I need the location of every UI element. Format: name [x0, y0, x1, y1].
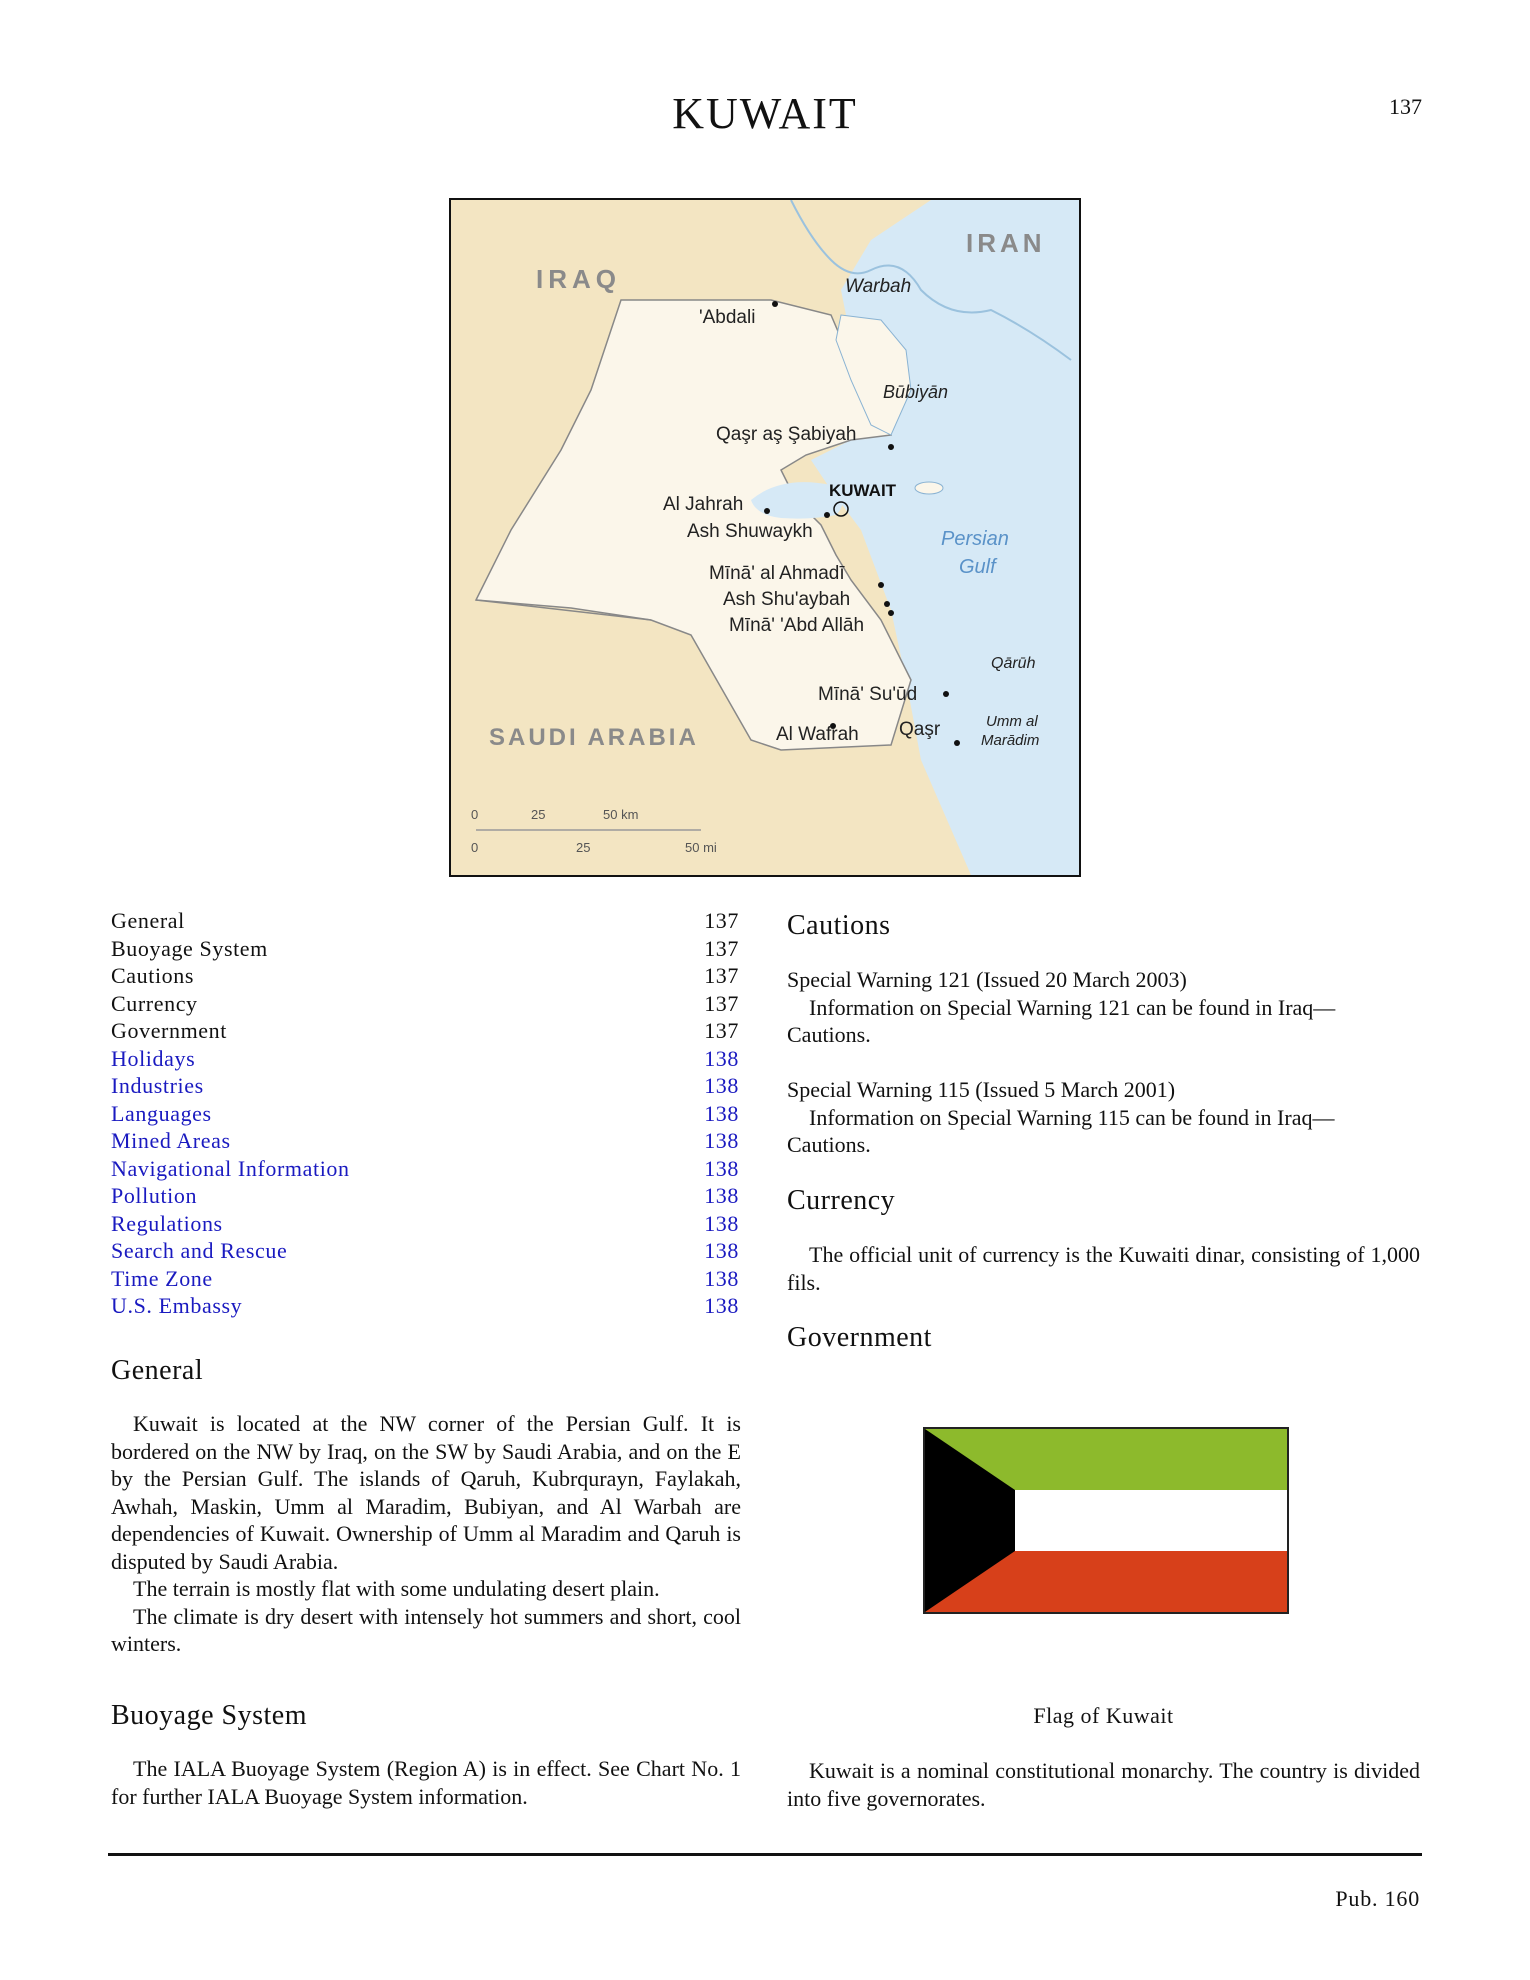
map-label-mina-suud: Mīnā' Su'ūd	[818, 684, 918, 705]
toc-item-buoyage-system: Buoyage System 137	[111, 935, 739, 961]
publication-number: Pub. 160	[1335, 1886, 1420, 1911]
marker-abdali	[772, 301, 778, 307]
cautions-warning-121	[787, 966, 1420, 1049]
map-label-warbah: Warbah	[845, 276, 912, 297]
toc-item-government: Government 137	[111, 1018, 739, 1043]
map-label-persian-gulf-2: Gulf	[959, 556, 996, 578]
marker-al-jahrah	[764, 508, 770, 514]
scale-mi-25: 25	[576, 840, 591, 855]
map-country-saudi-arabia: SAUDI ARABIA	[489, 724, 699, 751]
general-paragraph-terrain: The terrain is mostly flat with some undulating desert plain.	[133, 1576, 660, 1601]
government-body	[787, 1757, 1420, 1812]
toc-link-search-and-rescue[interactable]: Search and Rescue 138	[111, 1238, 739, 1263]
section-heading-cautions: Cautions	[787, 910, 891, 941]
toc-link-pollution[interactable]: Pollution 138	[111, 1183, 739, 1208]
map-label-qaruh: Qārūh	[991, 655, 1036, 672]
currency-paragraph: The official unit of currency is the Kuwaiti dinar, consisting of 1,000 fils.	[787, 1242, 1420, 1295]
warning-115-text-end: Cautions.	[787, 1132, 871, 1157]
failaka-island	[915, 482, 943, 494]
map-label-ash-shuaybah: Ash Shu'aybah	[723, 589, 851, 610]
map-label-umm-al-maradim-2: Marādim	[981, 732, 1040, 749]
marker-ash-shuwaykh	[824, 512, 830, 518]
map-label-ash-shuwaykh: Ash Shuwaykh	[687, 521, 813, 542]
general-paragraph-location: Kuwait is located at the NW corner of the Persian Gulf. It is bordered on the NW by Iraq, on the SW by Saudi Arabia, and on the E by the Persian Gulf. The islands of Qaruh, Kubrqurayn, Faylakah, Awhah, Maskin, Umm al Maradim, Bubiyan, and Al Warbah are dependencies of Kuwait. Ownership of Umm al Maradim and Qaruh is disputed by Saudi Arabia.	[111, 1411, 741, 1574]
map-graphic	[451, 200, 1079, 875]
toc-link-mined-areas[interactable]: Mined Areas 138	[111, 1128, 739, 1153]
toc-item-general: General 137	[111, 908, 739, 933]
flag-graphic	[925, 1429, 1287, 1612]
buoyage-body	[111, 1755, 741, 1810]
scale-km-25: 25	[531, 807, 546, 822]
warning-121-title: Special Warning 121 (Issued 20 March 2003)	[787, 967, 1187, 992]
toc-link-time-zone[interactable]: Time Zone 138	[111, 1265, 739, 1291]
map-label-persian-gulf-1: Persian	[941, 528, 1009, 550]
toc-link-regulations[interactable]: Regulations 138	[111, 1210, 739, 1236]
map-label-qasr: Qaşr	[899, 719, 941, 740]
scale-mi-0: 0	[471, 840, 479, 855]
government-paragraph: Kuwait is a nominal constitutional monarchy. The country is divided into five governorates.	[787, 1758, 1420, 1811]
page-number: 137	[1389, 94, 1422, 119]
table-of-contents	[111, 907, 739, 1320]
section-heading-buoyage-system: Buoyage System	[111, 1700, 307, 1731]
map-label-bubiyan: Būbiyān	[883, 382, 949, 402]
marker-qasr-sabiyah	[888, 444, 894, 450]
map-label-qasr-sabiyah: Qaşr aş Şabiyah	[716, 424, 857, 445]
general-body	[111, 1410, 741, 1658]
map-label-mina-abd-allah: Mīnā' 'Abd Allāh	[729, 615, 865, 636]
toc-item-currency: Currency 137	[111, 990, 739, 1016]
section-heading-government: Government	[787, 1322, 932, 1353]
marker-mina-abd-allah	[888, 610, 894, 616]
currency-body	[787, 1241, 1420, 1296]
section-heading-currency: Currency	[787, 1185, 896, 1216]
toc-link-holidays[interactable]: Holidays 138	[111, 1045, 739, 1071]
marker-mina-ahmadi	[878, 582, 884, 588]
toc-item-cautions: Cautions 137	[111, 963, 739, 988]
warning-121-text: Information on Special Warning 121 can be found in Iraq—	[809, 994, 1336, 1020]
toc-link-navigational-information[interactable]: Navigational Information 138	[111, 1155, 739, 1181]
warning-115-text: Information on Special Warning 115 can be found in Iraq—	[809, 1104, 1335, 1130]
map-country-iraq: IRAQ	[536, 264, 621, 294]
general-paragraph-climate: The climate is dry desert with intensely hot summers and short, cool winters.	[111, 1603, 741, 1656]
section-heading-general: General	[111, 1355, 204, 1386]
scale-km-50: 50 km	[603, 807, 639, 822]
map-country-iran: IRAN	[966, 228, 1046, 258]
warning-115-title: Special Warning 115 (Issued 5 March 2001)	[787, 1077, 1176, 1102]
toc-link-languages[interactable]: Languages 138	[111, 1100, 739, 1126]
buoyage-paragraph: The IALA Buoyage System (Region A) is in effect. See Chart No. 1 for further IALA Buoyage System information.	[111, 1756, 741, 1809]
cautions-warning-115	[787, 1076, 1420, 1159]
toc-link-industries[interactable]: Industries 138	[111, 1073, 739, 1098]
map-label-al-wafrah: Al Wafrah	[776, 724, 859, 745]
footer-rule	[108, 1853, 1422, 1856]
toc-link-us-embassy[interactable]: U.S. Embassy 138	[111, 1293, 739, 1318]
kuwait-map	[449, 198, 1081, 877]
marker-qasr	[954, 740, 960, 746]
map-label-kuwait-capital: KUWAIT	[829, 481, 897, 500]
warning-121-text-end: Cautions.	[787, 1022, 871, 1047]
page-title: KUWAIT	[672, 89, 858, 138]
scale-mi-50: 50 mi	[685, 840, 717, 855]
map-label-al-jahrah: Al Jahrah	[663, 494, 744, 515]
flag-caption: Flag of Kuwait	[1033, 1703, 1174, 1728]
marker-mina-suud	[943, 691, 949, 697]
map-label-umm-al-maradim-1: Umm al	[986, 713, 1038, 730]
map-label-mina-ahmadi: Mīnā' al Ahmadī	[709, 563, 845, 584]
scale-km-0: 0	[471, 807, 479, 822]
map-label-abdali: 'Abdali	[699, 307, 756, 328]
flag-of-kuwait	[923, 1427, 1289, 1614]
marker-ash-shuaybah	[884, 601, 890, 607]
